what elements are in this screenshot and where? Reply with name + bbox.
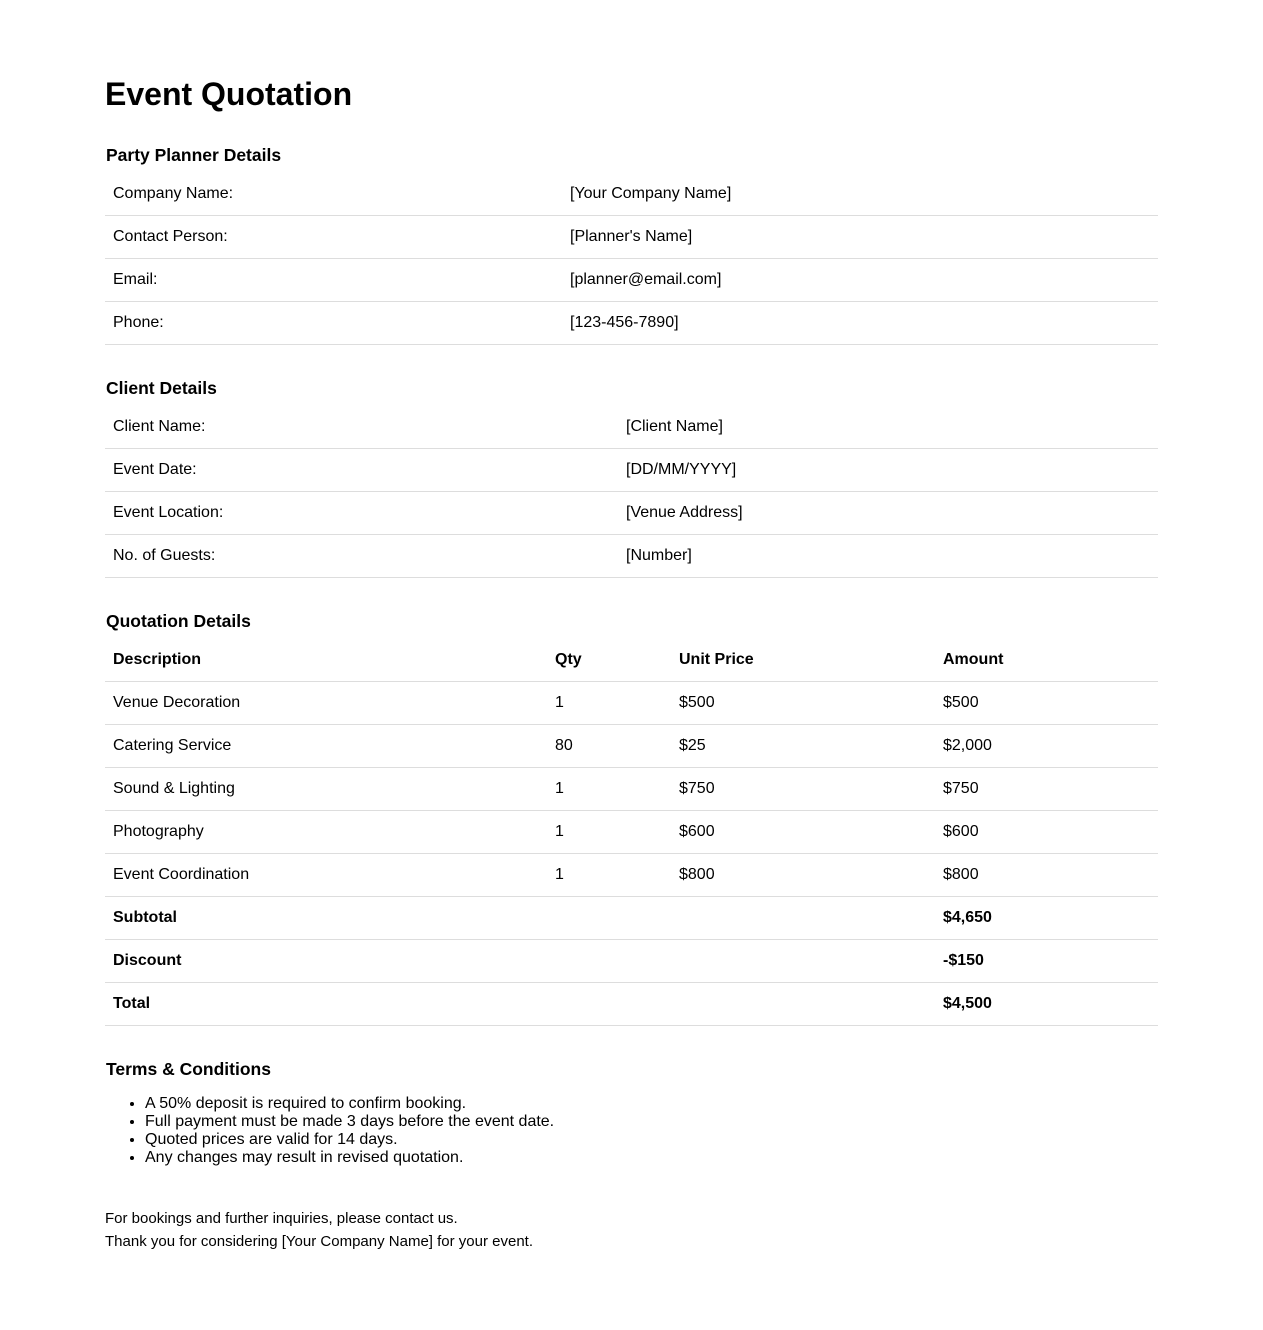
item-amount: $600 [935, 811, 1158, 854]
row-value: [DD/MM/YYYY] [618, 449, 1158, 492]
quotation-header-row [105, 639, 1158, 682]
quotation-heading: Quotation Details [106, 611, 251, 631]
planner-row-phone [105, 302, 1158, 345]
item-qty: 80 [547, 725, 671, 768]
row-label: Email: [105, 259, 562, 302]
list-item: • Full payment must be made 3 days before the event date. [145, 1113, 554, 1131]
table-row [105, 811, 1158, 854]
item-qty: 1 [547, 811, 671, 854]
total-row [105, 983, 1158, 1026]
table-row [105, 854, 1158, 897]
row-label: Phone: [105, 302, 562, 345]
item-description: Sound & Lighting [105, 768, 547, 811]
closing-line-1: For bookings and further inquiries, please contact us. [105, 1210, 458, 1227]
row-value: [planner@email.com] [562, 259, 1158, 302]
discount-row [105, 940, 1158, 983]
item-qty: 1 [547, 768, 671, 811]
list-item: • A 50% deposit is required to confirm booking. [145, 1095, 554, 1113]
closing-line-2: Thank you for considering [Your Company Name] for your event. [105, 1233, 533, 1250]
subtotal-row [105, 897, 1158, 940]
item-qty: 1 [547, 682, 671, 725]
row-value: [Your Company Name] [562, 173, 1158, 216]
column-header-qty: Qty [547, 639, 671, 682]
total-amount: $4,500 [935, 983, 1158, 1026]
row-label: Client Name: [105, 406, 618, 449]
row-label: Event Location: [105, 492, 618, 535]
item-amount: $800 [935, 854, 1158, 897]
item-description: Event Coordination [105, 854, 547, 897]
client-row-guests [105, 535, 1158, 578]
row-value: [Client Name] [618, 406, 1158, 449]
subtotal-amount: $4,650 [935, 897, 1158, 940]
list-item: • Any changes may result in revised quotation. [145, 1149, 554, 1167]
client-row-date [105, 449, 1158, 492]
column-header-unit-price: Unit Price [671, 639, 935, 682]
item-unit-price: $800 [671, 854, 935, 897]
client-row-name [105, 406, 1158, 449]
page-title: Event Quotation [105, 76, 353, 112]
item-qty: 1 [547, 854, 671, 897]
terms-heading: Terms & Conditions [106, 1059, 271, 1079]
total-label: Total [105, 983, 935, 1026]
item-unit-price: $25 [671, 725, 935, 768]
row-value: [Number] [618, 535, 1158, 578]
planner-heading: Party Planner Details [106, 145, 282, 165]
row-label: Company Name: [105, 173, 562, 216]
quotation-table [105, 639, 1158, 1026]
column-header-amount: Amount [935, 639, 1158, 682]
client-row-location [105, 492, 1158, 535]
item-description: Catering Service [105, 725, 547, 768]
row-label: No. of Guests: [105, 535, 618, 578]
planner-row-email [105, 259, 1158, 302]
discount-amount: -$150 [935, 940, 1158, 983]
row-value: [Planner's Name] [562, 216, 1158, 259]
list-item: • Quoted prices are valid for 14 days. [145, 1131, 554, 1149]
subtotal-label: Subtotal [105, 897, 935, 940]
item-unit-price: $600 [671, 811, 935, 854]
item-amount: $500 [935, 682, 1158, 725]
planner-details-table [105, 173, 1158, 345]
item-unit-price: $750 [671, 768, 935, 811]
table-row [105, 682, 1158, 725]
row-value: [Venue Address] [618, 492, 1158, 535]
planner-row-contact [105, 216, 1158, 259]
item-description: Photography [105, 811, 547, 854]
planner-row-company [105, 173, 1158, 216]
item-unit-price: $500 [671, 682, 935, 725]
row-value: [123-456-7890] [562, 302, 1158, 345]
row-label: Event Date: [105, 449, 618, 492]
table-row [105, 725, 1158, 768]
item-amount: $2,000 [935, 725, 1158, 768]
client-heading: Client Details [106, 378, 217, 398]
row-label: Contact Person: [105, 216, 562, 259]
item-amount: $750 [935, 768, 1158, 811]
discount-label: Discount [105, 940, 935, 983]
column-header-description: Description [105, 639, 547, 682]
item-description: Venue Decoration [105, 682, 547, 725]
table-row [105, 768, 1158, 811]
closing-note [105, 1207, 533, 1253]
terms-list [105, 1095, 554, 1167]
client-details-table [105, 406, 1158, 578]
